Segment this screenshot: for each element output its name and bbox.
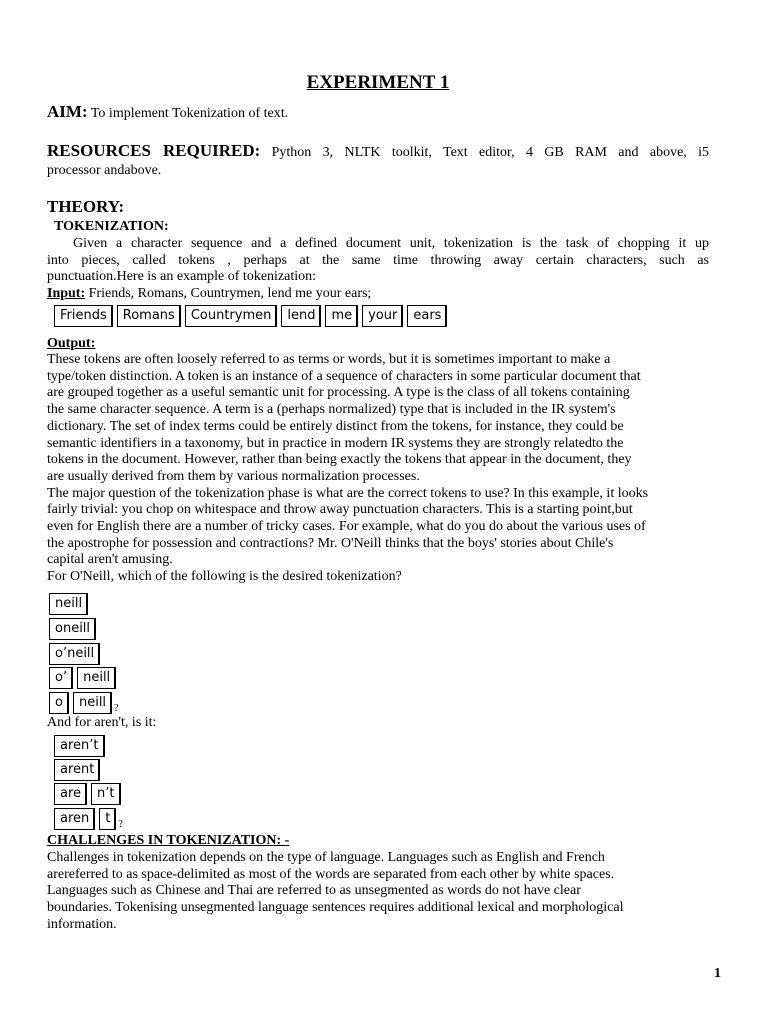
question-mark: ?	[118, 819, 123, 830]
challenges-line: Languages such as Chinese and Thai are referred to as unsegmented as words do not have clear	[47, 883, 581, 899]
arent-option-1	[54, 735, 105, 757]
token-box: Countrymen	[185, 305, 278, 327]
aim-label: AIM:	[47, 102, 88, 121]
token-box: Friends	[54, 305, 113, 327]
output-line: tokens in the document. However, rather than being exactly the tokens that appear in the document, they	[47, 452, 632, 468]
resources-line-2: processor andabove.	[47, 163, 162, 178]
output-line: even for English there are a number of tricky cases. For example, what do you do about the various uses of	[47, 519, 646, 535]
input-token-row	[54, 305, 447, 327]
challenges-line: information.	[47, 916, 117, 932]
output-line: the same character sequence. A term is a (perhaps normalized) type that is included in the IR system's	[47, 402, 616, 418]
token-box: your	[362, 305, 403, 327]
token-box: o	[49, 692, 69, 714]
input-text: Friends, Romans, Countrymen, lend me your ears;	[85, 286, 372, 301]
token-box: aren’t	[54, 735, 105, 757]
output-line: The major question of the tokenization phase is what are the correct tokens to use? In this example, it looks	[47, 485, 649, 501]
resources-line-1	[47, 143, 709, 162]
token-box: o’	[49, 667, 73, 689]
token-box: aren	[54, 808, 95, 830]
oneill-option-2	[49, 618, 96, 640]
output-line: For O'Neill, which of the following is the desired tokenization?	[47, 569, 402, 585]
token-box: lend	[281, 305, 321, 327]
token-box: are	[54, 783, 87, 805]
token-box: o’neill	[49, 643, 100, 665]
page-title: EXPERIMENT 1	[306, 72, 450, 93]
output-line: type/token distinction. A token is an instance of a sequence of characters in some particular document that	[47, 368, 641, 384]
tokenization-subheading: TOKENIZATION:	[54, 219, 169, 234]
output-line: fairly trivial: you chop on whitespace and throw away punctuation characters. This is a starting point,but	[47, 502, 633, 518]
output-line: These tokens are often loosely referred to as terms or words, but it is sometimes important to make a	[47, 352, 611, 367]
token-box: neill	[73, 692, 112, 714]
output-line: are usually derived from them by various normalization processes.	[47, 468, 420, 484]
output-label: Output:	[47, 336, 96, 351]
output-line: the apostrophe for possession and contractions? Mr. O'Neill thinks that the boys' stories about Chile's	[47, 535, 614, 551]
arent-option-3	[54, 783, 121, 805]
intro-line: punctuation.Here is an example of tokenization:	[47, 269, 317, 285]
token-box: Romans	[117, 305, 181, 327]
oneill-option-1	[49, 593, 88, 615]
resources-text: Python 3, NLTK toolkit, Text editor, 4 GB RAM and above, i5	[260, 145, 710, 160]
token-box: neill	[49, 593, 88, 615]
challenges-line: boundaries. Tokenising unsegmented language sentences requires additional lexical and morphological	[47, 900, 624, 916]
output-paragraph	[47, 352, 709, 586]
output-line: semantic identifiers in a taxonomy, but in practice in modern IR systems they are strongly relatedto the	[47, 435, 624, 451]
oneill-option-4	[49, 667, 116, 689]
challenges-paragraph	[47, 850, 709, 934]
intro-line: into pieces, called tokens , perhaps at the same time throwing away certain characters, such as	[47, 252, 709, 268]
page-number: 1	[714, 966, 721, 981]
arent-question: And for aren't, is it:	[47, 715, 157, 730]
token-box: arent	[54, 759, 100, 781]
output-line: capital aren't amusing.	[47, 552, 173, 568]
oneill-option-3	[49, 643, 100, 665]
arent-option-4	[54, 808, 123, 830]
question-mark: ?	[114, 703, 119, 714]
aim-text: To implement Tokenization of text.	[87, 106, 289, 121]
challenges-heading-line	[47, 833, 709, 850]
token-box: neill	[77, 667, 116, 689]
challenges-heading: CHALLENGES IN TOKENIZATION: -	[47, 833, 290, 848]
arent-option-2	[54, 759, 100, 781]
output-line: are grouped together as a useful semantic unit for processing. A type is the class of all tokens containing	[47, 385, 630, 401]
oneill-option-5	[49, 692, 119, 714]
token-box: oneill	[49, 618, 96, 640]
theory-heading: THEORY:	[47, 197, 125, 216]
intro-paragraph	[47, 236, 709, 286]
token-box: me	[325, 305, 358, 327]
input-line	[47, 286, 709, 303]
challenges-line: Challenges in tokenization depends on the type of language. Languages such as English and French	[47, 850, 605, 865]
token-box: t	[99, 808, 116, 830]
intro-line: Given a character sequence and a defined document unit, tokenization is the task of chopping it up	[73, 236, 709, 251]
output-line: dictionary. The set of index terms could be entirely distinct from the tokens, for instance, they could be	[47, 418, 624, 434]
token-box: ears	[407, 305, 447, 327]
output-label-line	[47, 336, 709, 353]
challenges-line: arereferred to as space-delimited as most of the words are separated from each other by white spaces.	[47, 866, 615, 882]
resources-label: RESOURCES REQUIRED:	[47, 141, 261, 160]
aim-line	[47, 104, 709, 123]
token-box: n’t	[91, 783, 120, 805]
input-label: Input:	[47, 286, 86, 301]
